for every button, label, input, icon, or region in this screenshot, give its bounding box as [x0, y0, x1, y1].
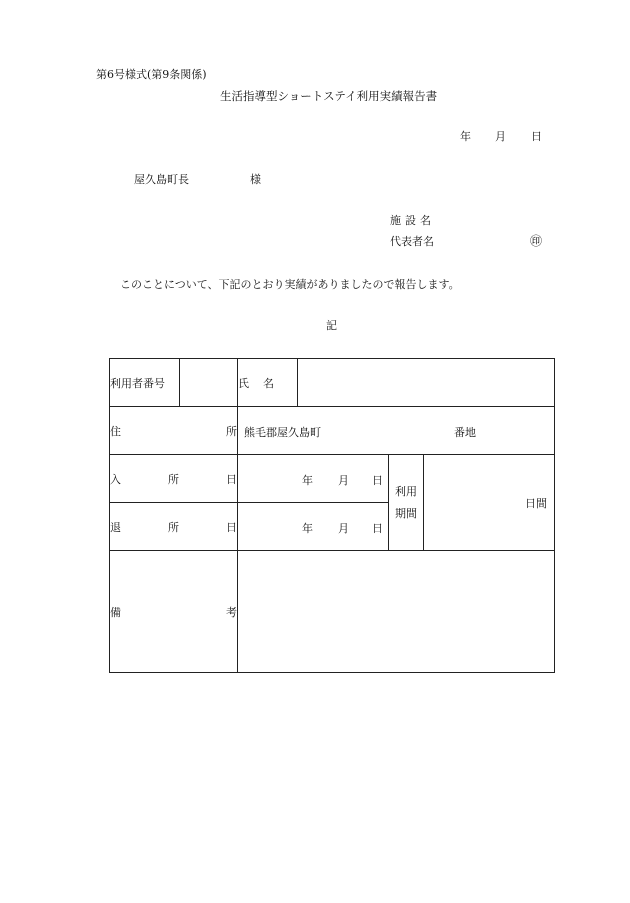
name-field[interactable]	[298, 359, 555, 407]
discharge-date-field[interactable]	[238, 503, 389, 551]
date-month-label: 月	[495, 130, 506, 143]
date-day-label: 日	[531, 130, 542, 143]
representative-label: 代表者名	[390, 235, 434, 248]
seal-mark: ㊞	[530, 234, 543, 248]
discharge-date-label: 退 所 日	[110, 503, 238, 551]
discharge-day-unit: 日	[372, 521, 383, 535]
addressee-name: 屋久島町長	[134, 173, 189, 186]
document-title: 生活指導型ショートステイ利用実績報告書	[220, 89, 438, 103]
admission-month-unit: 月	[338, 473, 349, 487]
usage-period-label: 利用 期間	[389, 455, 424, 551]
user-number-label: 利用者番号	[110, 359, 180, 407]
user-number-field[interactable]	[180, 359, 238, 407]
address-label: 住 所	[110, 407, 238, 455]
remarks-field[interactable]	[238, 551, 555, 673]
admission-year-unit: 年	[302, 473, 313, 487]
discharge-month-unit: 月	[338, 521, 349, 535]
admission-date-field[interactable]	[238, 455, 389, 503]
ki-heading: 記	[326, 319, 337, 332]
report-form-table	[109, 358, 555, 673]
addressee-honorific: 様	[250, 173, 261, 186]
date-year-label: 年	[460, 130, 471, 143]
name-label: 氏 名	[238, 359, 298, 407]
remarks-label: 備 考	[110, 551, 238, 673]
usage-period-field[interactable]	[424, 455, 555, 551]
admission-day-unit: 日	[372, 473, 383, 487]
discharge-year-unit: 年	[302, 521, 313, 535]
admission-date-label: 入 所 日	[110, 455, 238, 503]
report-statement: このことについて、下記のとおり実績がありましたので報告します。	[120, 278, 460, 291]
facility-name-label: 施設名	[390, 214, 435, 227]
address-suffix: 番地	[454, 425, 476, 439]
form-number: 第6号様式(第9条関係)	[96, 68, 207, 81]
address-field[interactable]	[238, 407, 555, 455]
address-prefix: 熊毛郡屋久島町	[244, 425, 321, 439]
usage-period-unit: 日間	[525, 496, 548, 510]
